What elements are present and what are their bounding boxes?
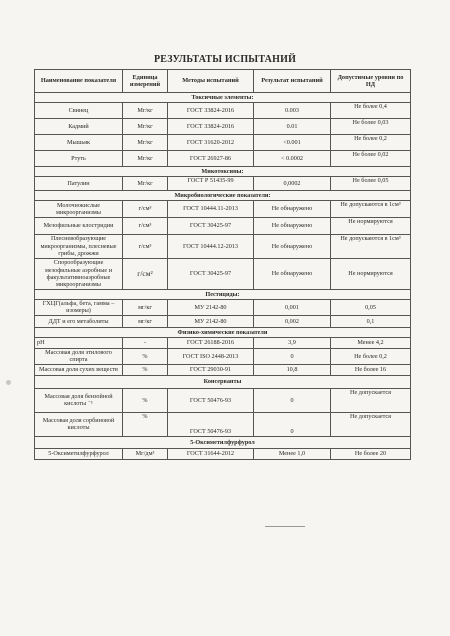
cell-method: ГОСТ 50476-93 <box>168 412 254 436</box>
cell-unit: % <box>123 364 168 375</box>
cell-method: ГОСТ 33824-2016 <box>168 103 254 119</box>
cell-limit: Не более 0,2 <box>331 135 411 151</box>
cell-unit: Мг/кг <box>123 119 168 135</box>
cell-unit: Мг/кг <box>123 151 168 167</box>
cell-result: 3,9 <box>254 337 331 348</box>
section-title: Микробиологические показатели: <box>35 191 411 201</box>
cell-result: Не обнаружено <box>254 201 331 218</box>
cell-limit: Не более 0,05 <box>331 177 411 191</box>
cell-limit: Не более 0,03 <box>331 119 411 135</box>
header-row <box>35 70 411 93</box>
cell-limit: 0,05 <box>331 300 411 316</box>
cell-limit: Не более 0,2 <box>331 348 411 364</box>
cell-limit: Не более 0,02 <box>331 151 411 167</box>
cell-limit: Не более 20 <box>331 448 411 459</box>
table-row <box>35 177 411 191</box>
cell-method: ГОСТ 30425-97 <box>168 259 254 290</box>
table-row <box>35 348 411 364</box>
header-result: Результат испытаний <box>254 70 331 93</box>
cell-method: ГОСТ ISO 2448-2013 <box>168 348 254 364</box>
table-row <box>35 364 411 375</box>
cell-method: ГОСТ 31620-2012 <box>168 135 254 151</box>
cell-limit: Не допускается <box>331 388 411 412</box>
section-title: Токсичные элементы: <box>35 93 411 103</box>
cell-result: 0.003 <box>254 103 331 119</box>
cell-name: Патулин <box>35 177 123 191</box>
cell-unit: - <box>123 337 168 348</box>
cell-result: <0.001 <box>254 135 331 151</box>
cell-limit: Менее 4,2 <box>331 337 411 348</box>
cell-method: МУ 2142-80 <box>168 300 254 316</box>
table-row <box>35 315 411 327</box>
cell-result: 0,001 <box>254 300 331 316</box>
cell-result: 10,8 <box>254 364 331 375</box>
cell-name: ГХЦГ(альфа, бета, гамма – изомеры) <box>35 300 123 316</box>
section-title: Пестициды: <box>35 290 411 300</box>
cell-name: Кадмий <box>35 119 123 135</box>
table-row <box>35 218 411 235</box>
cell-method: ГОСТ 10444.12-2013 <box>168 235 254 259</box>
cell-method: ГОСТ 26927-86 <box>168 151 254 167</box>
cell-name: Массовая доля сухих веществ <box>35 364 123 375</box>
cell-unit: % <box>123 388 168 412</box>
cell-limit: Не допускаются в 1см³ <box>331 235 411 259</box>
cell-name: pH <box>35 337 123 348</box>
table-row <box>35 337 411 348</box>
table-row <box>35 388 411 412</box>
cell-unit: % <box>123 348 168 364</box>
cell-limit: Не допускается <box>331 412 411 436</box>
stamp-line <box>265 526 305 532</box>
cell-result: 0 <box>254 348 331 364</box>
cell-method: ГОСТ 30425-97 <box>168 218 254 235</box>
cell-method: МУ 2142-80 <box>168 315 254 327</box>
cell-name: 5-Оксиметилфурфурол <box>35 448 123 459</box>
cell-method: ГОСТ 31644-2012 <box>168 448 254 459</box>
results-table <box>34 69 411 460</box>
cell-name: ДДТ и его метаболиты <box>35 315 123 327</box>
table-row <box>35 201 411 218</box>
cell-unit: Мг/кг <box>123 135 168 151</box>
cell-method: ГОСТ 10444.11-2013 <box>168 201 254 218</box>
cell-method: ГОСТ 33824-2016 <box>168 119 254 135</box>
cell-method: ГОСТ 26188-2016 <box>168 337 254 348</box>
cell-unit: г/см³ <box>123 235 168 259</box>
cell-result: 0 <box>254 412 331 436</box>
cell-unit: мг/кг <box>123 300 168 316</box>
cell-name: Мезофильные клостридии <box>35 218 123 235</box>
cell-unit: Мг/дм³ <box>123 448 168 459</box>
cell-unit: г/см² <box>123 259 168 290</box>
table-row <box>35 119 411 135</box>
table-row <box>35 259 411 290</box>
cell-name: Массовая доля сорбиновой кислоты <box>35 412 123 436</box>
cell-method: ГОСТ 50476-93 <box>168 388 254 412</box>
cell-unit: % <box>123 412 168 436</box>
cell-limit: Не более 16 <box>331 364 411 375</box>
table-row <box>35 103 411 119</box>
section-title: 5-Оксиметилфурфурол <box>35 436 411 448</box>
table-row <box>35 135 411 151</box>
cell-name: Свинец <box>35 103 123 119</box>
cell-name: Молочнокислые микроорганизмы <box>35 201 123 218</box>
cell-result: 0.01 <box>254 119 331 135</box>
cell-unit: мг/кг <box>123 315 168 327</box>
cell-unit: г/см³ <box>123 218 168 235</box>
cell-method: ГОСТ Р 51435-99 <box>168 177 254 191</box>
cell-result: Менее 1,0 <box>254 448 331 459</box>
cell-name: Плесневобразующие микроорганизмы, плесневые грибы, дрожжи <box>35 235 123 259</box>
cell-method: ГОСТ 29030-91 <box>168 364 254 375</box>
cell-name: Массовая доля этилового спирта <box>35 348 123 364</box>
header-method: Методы испытаний <box>168 70 254 93</box>
cell-result: 0,0002 <box>254 177 331 191</box>
table-row <box>35 235 411 259</box>
cell-limit: Не более 0,4 <box>331 103 411 119</box>
cell-unit: Мг/кг <box>123 177 168 191</box>
cell-unit: Мг/кг <box>123 103 168 119</box>
cell-limit: Не нормируются <box>331 218 411 235</box>
section-title: Физико-химические показатели <box>35 327 411 337</box>
cell-name: Спорообразующие мезофильные аэробные и факультативноаэробные микроорганизмы <box>35 259 123 290</box>
cell-result: Не обнаружено <box>254 235 331 259</box>
cell-limit: Не нормируются <box>331 259 411 290</box>
section-title: Микотоксины: <box>35 167 411 177</box>
page-title: РЕЗУЛЬТАТЫ ИСПЫТАНИЙ <box>153 54 297 65</box>
header-limit: Допустимые уровни по НД <box>331 70 411 93</box>
cell-result: < 0.0002 <box>254 151 331 167</box>
cell-name: Мышьяк <box>35 135 123 151</box>
table-row <box>35 151 411 167</box>
section-title: Консерванты <box>35 375 411 388</box>
table-row <box>35 300 411 316</box>
cell-limit: Не допускаются в 1см³ <box>331 201 411 218</box>
cell-limit: 0,1 <box>331 315 411 327</box>
table-row <box>35 448 411 459</box>
table-row <box>35 412 411 436</box>
cell-result: 0,002 <box>254 315 331 327</box>
cell-name: Массовая доля бензойной кислоты ⁻¹ <box>35 388 123 412</box>
cell-unit: г/см³ <box>123 201 168 218</box>
header-name: Наименование показателя <box>35 70 123 93</box>
cell-result: 0 <box>254 388 331 412</box>
scan-mark <box>6 380 11 385</box>
cell-result: Не обнаружено <box>254 259 331 290</box>
header-unit: Единица измерений <box>123 70 168 93</box>
cell-name: Ртуть <box>35 151 123 167</box>
cell-result: Не обнаружено <box>254 218 331 235</box>
